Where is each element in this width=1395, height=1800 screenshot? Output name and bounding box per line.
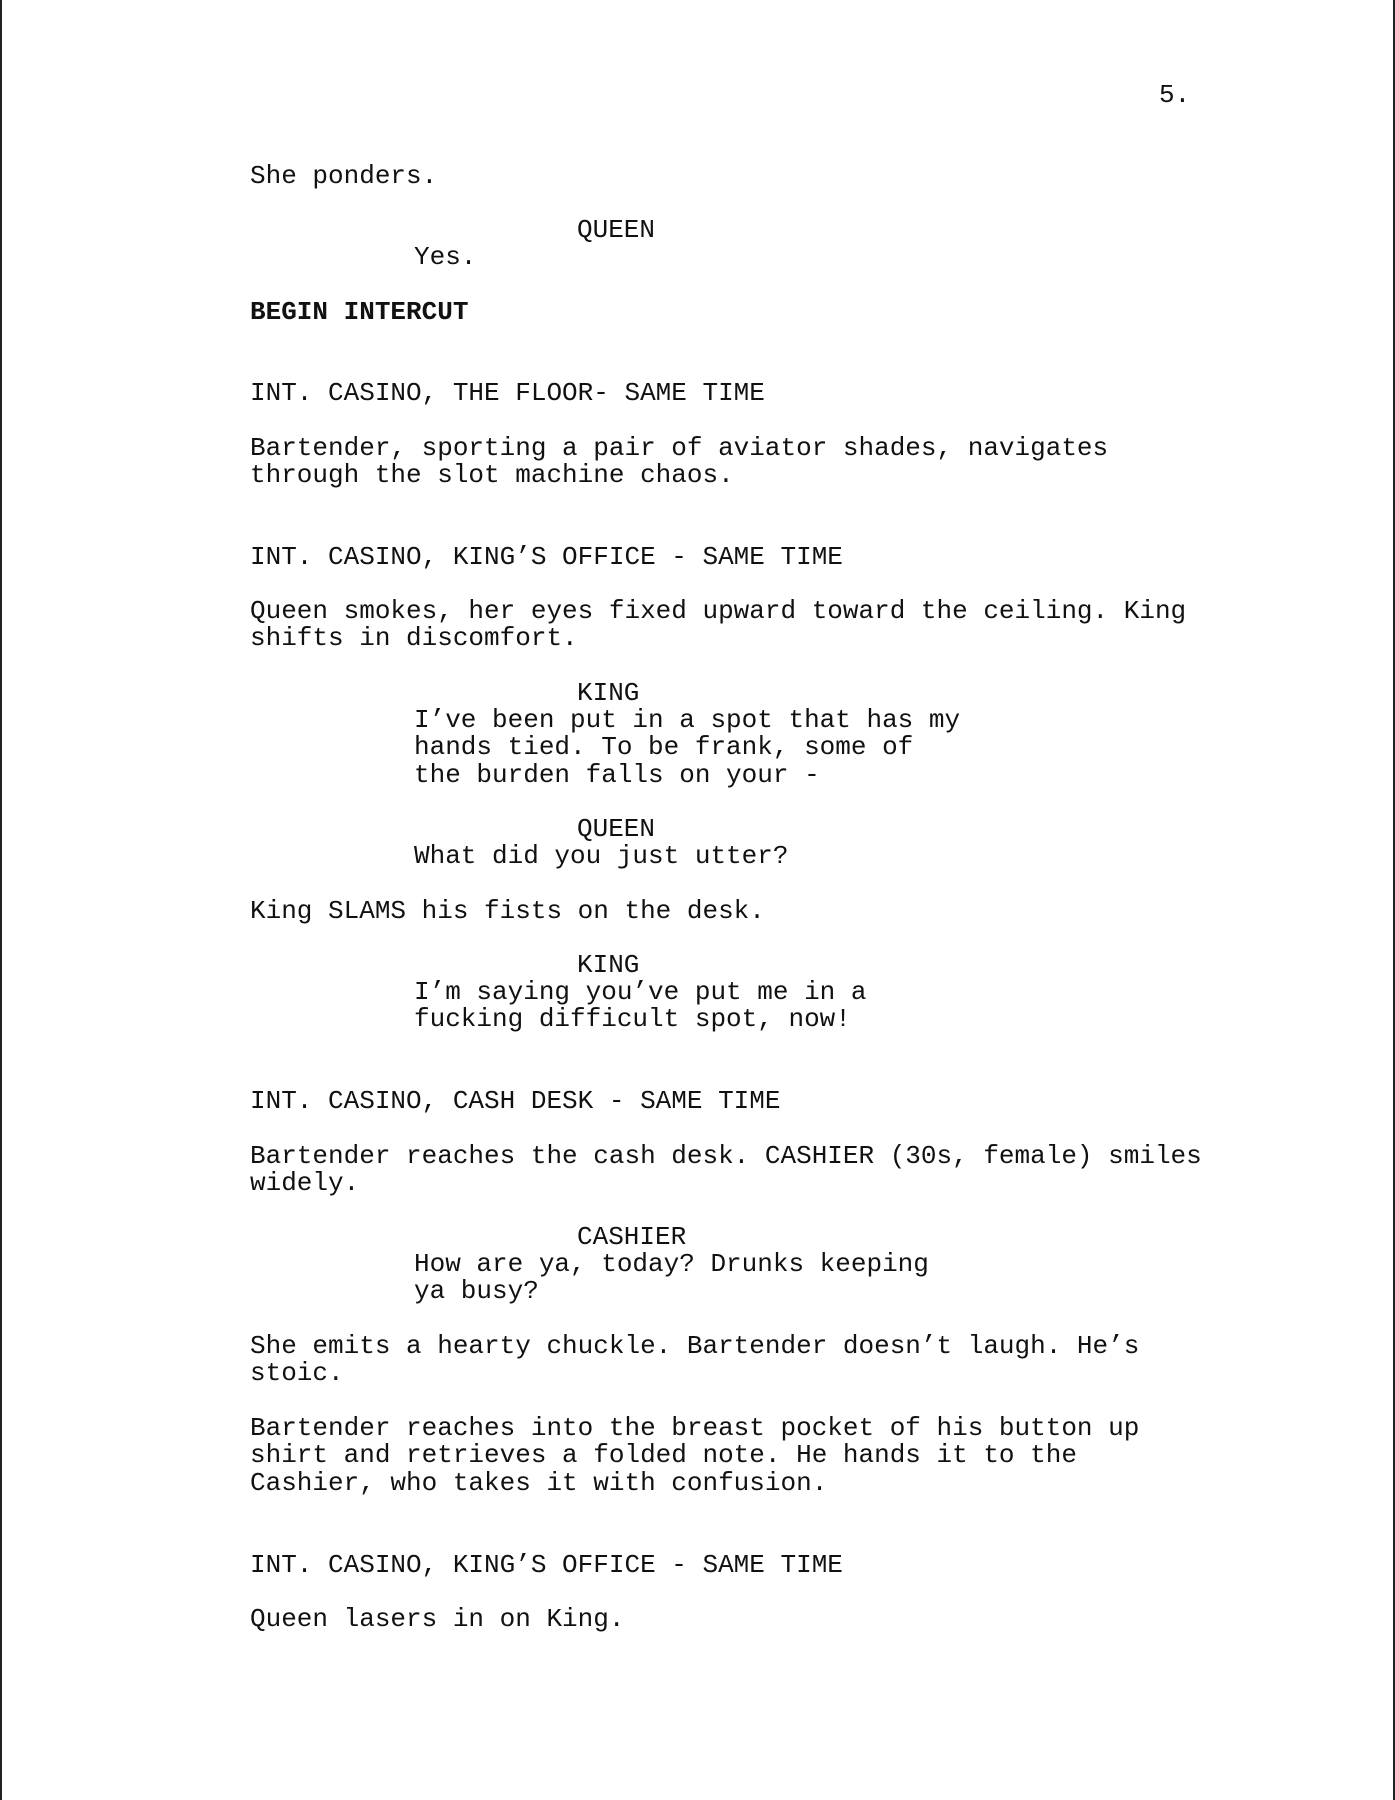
character-name: QUEEN	[577, 814, 656, 844]
scene-heading: INT. CASINO, CASH DESK - SAME TIME	[250, 1086, 781, 1116]
dialogue-line: I’m saying you’ve put me in a fucking difficult spot, now!	[414, 977, 867, 1035]
action-line: Bartender, sporting a pair of aviator shades, navigates through the slot machine chaos.	[250, 433, 1109, 491]
character-name: KING	[577, 950, 640, 980]
dialogue-line: Yes.	[414, 242, 477, 272]
scene-heading: INT. CASINO, KING’S OFFICE - SAME TIME	[250, 1550, 843, 1580]
action-line: Bartender reaches the cash desk. CASHIER (30s, female) smiles widely.	[250, 1141, 1202, 1199]
dialogue-line: How are ya, today? Drunks keeping ya busy?	[414, 1249, 929, 1307]
scene-heading: INT. CASINO, THE FLOOR- SAME TIME	[250, 378, 765, 408]
action-line: Bartender reaches into the breast pocket of his button up shirt and retrieves a folded note. He hands it to the Cashier, who takes it with confusion.	[250, 1413, 1140, 1498]
character-name: KING	[577, 678, 640, 708]
dialogue-line: What did you just utter?	[414, 841, 789, 871]
action-line: She emits a hearty chuckle. Bartender doesn’t laugh. He’s stoic.	[250, 1331, 1140, 1389]
action-line: Queen smokes, her eyes fixed upward toward the ceiling. King shifts in discomfort.	[250, 596, 1187, 654]
character-name: QUEEN	[577, 215, 656, 245]
action-line: Queen lasers in on King.	[250, 1604, 625, 1634]
page-number: 5.	[1159, 80, 1191, 110]
scene-heading: INT. CASINO, KING’S OFFICE - SAME TIME	[250, 542, 843, 572]
dialogue-line: I’ve been put in a spot that has my hands tied. To be frank, some of the burden falls on your -	[414, 705, 961, 790]
action-line: King SLAMS his fists on the desk.	[250, 896, 765, 926]
character-name: CASHIER	[577, 1222, 687, 1252]
transition-heading: BEGIN INTERCUT	[250, 297, 469, 327]
action-line: She ponders.	[250, 161, 438, 191]
